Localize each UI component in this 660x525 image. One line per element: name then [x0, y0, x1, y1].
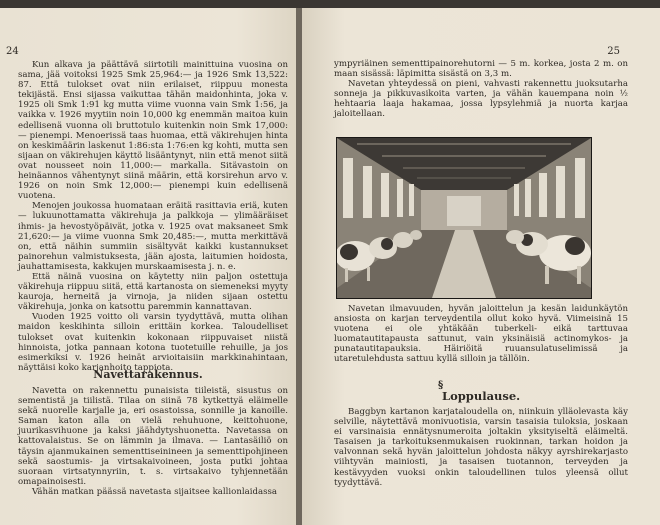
section-heading: Loppulause. — [442, 389, 521, 403]
paragraph: ympyriäinen sementtipainorehutorni — 5 m. korkea, josta 2 m. on maan sisässä: läpimitta sisästä on 3,3 m. — [334, 59, 628, 80]
left-page — [0, 8, 296, 525]
photo-caption-paragraph — [334, 304, 628, 365]
page-number: 24 — [6, 46, 19, 57]
paragraph: Menojen joukossa huomataan eräitä rasittavia eriä, kuten — lukuunottamatta väkirehuja ja palkkoja — ylimääräiset ihmis- ja hevostyöpäivät, jotka v. 1925 ovat maksaneet Smk 21,620:— ja viime vuonna Smk 20,485:—, mutta merkittävä on, että näihin summiin sisältyvät kaikki kustannukset painorehun valmistuksesta, jään ajosta, laitumien hoidosta, jauhattamisesta, kakkujen murskaamisesta j. n. e. — [18, 201, 288, 272]
paragraph: Kun alkava ja päättävä siirtotili mainittuina vuosina on sama, jää voitoksi 1925 Smk 25,964:— ja 1926 Smk 13,522: 87. Että tulokset ovat niin erilaiset, riippuu monesta tekijästä. Ensi sijassa vaikuttaa tähän maidonhinta, joka v. 1925 oli Smk 1:91 kg mutta viime vuonna vain Smk 1:56, ja vaikka v. 1926 myytiin noin 10,000 kg enemmän maitoa kuin edellisenä vuonna oli bruttotulo kuitenkin noin Smk 17,000:— pienempi. Menoerissä taas huomaa, että väkirehujen hinta on keskimäärin laskenut 1:86:sta 1:76:en kg kohti, mutta sen sijaan on väkirehujen käyttö lisääntynyt, niin että menot siitä ovat nousseet noin 11,000:— markalla. Sitävastoin on heinäannos vähentynyt siinä määrin, että korsirehun arvo v. 1926 on noin Smk 12,000:— pienempi kuin edellisenä vuotena. — [18, 60, 288, 202]
paragraph: Baggbyn kartanon karjataloudella on, niinkuin ylläolevasta käy selville, näytettävä monivuotisia, varsin tasaisia tuloksia, joskaan ei varsinaisia ennätysnumeroita joltakin yksityiseltä eläimeltä. Tasaisen ja tarkoituksenmukaisen ruokinnan, tarkan hoidon ja valvonnan sekä hyvän jaloittelun johdosta näkyy ayrshirekarjasto viihtyvän mainiosti, ja tasaisen tuotannon, terveyden ja kestävyyden vuoksi onkin taloudellinen tulos yleensä ollut tyydyttävä. — [334, 407, 628, 488]
page-number: 25 — [607, 46, 620, 57]
section-ornament: § — [438, 380, 444, 391]
section-heading: Navettarakennus. — [93, 368, 203, 381]
right-page — [302, 8, 660, 525]
right-body-text-bottom — [334, 407, 628, 488]
paragraph: Navetan ilmavuuden, hyvän jaloittelun ja kesän laidunkäytön ansiosta on karjan terveydentila ollut koko hyvä. Viimeisinä 15 vuotena ei ole yhtäkään tuberkeli- eikä tarttuvaa luomatautitapausta sattunut, vain yksinäisiä actinomykos- ja punatautitapauksia. Häiriöitä ruuansulatuselimissä ja utaretulehdusta sattuu kyllä silloin ja tällöin. — [334, 304, 628, 365]
left-body-text-bottom — [18, 386, 288, 497]
paragraph: Vähän matkan päässä navetasta sijaitsee kallionlaidassa — [32, 486, 278, 497]
barn-interior-photo — [336, 137, 592, 299]
paragraph: Navetta on rakennettu punaisista tiileistä, sisustus on sementistä ja tiilistä. Tilaa on siinä 78 kytkettyä eläimelle sekä nuorelle karjalle ja, eri osastoissa, sonnille ja kanoille. Saman katon alla on vielä rehuhuone, keittohuone, juurikasvihuone ja kaksi jäähdytyshuonetta. Navetassa on kattovalaistus. Se on lämmin ja ilmava. — Lantasäiliö on täysin ajanmukainen sementtiseinineen ja sementtipohjineen sekä saostumis- ja virtsakaivoineen, josta putki johtaa suoraan virtsatynnyriin, t. s. virtsakaivo tyhjennetään omapainoisesti. — [18, 386, 288, 487]
left-body-text-top — [18, 60, 288, 373]
barn-photo-graphic — [337, 138, 591, 298]
paragraph: Vuoden 1925 voitto oli varsin tyydyttävä, mutta olihan maidon keskihinta silloin erittäin korkea. Taloudelliset tulokset ovat kuitenkin kokonaan riippuvaiset niistä hinnoista, jotka pannaan kotona tuotetuille rehuille, ja jos esimerkiksi v. 1926 heinät arvioitaisiin markkinahintaan, näyttäisi koko karjanhoito tappiota. — [18, 312, 288, 373]
paragraph: Navetan yhteydessä on pieni, vahvasti rakennettu juoksutarha sonneja ja pikkuvasikoita varten, ja vähän kauempana noin ½ hehtaaria laaja hakamaa, jossa lypsylehmiä ja nuorta karjaa jaloitellaan. — [334, 79, 628, 120]
paragraph: Että näinä vuosina on käytetty niin paljon ostettuja väkirehuja riippuu siitä, että kartanosta on siemeneksi myyty kauroja, herneitä ja virnoja, ja niiden sijaan ostettu väkirehuja, jonka on katsottu paremmin kannattavan. — [18, 271, 288, 313]
right-body-text-top — [334, 59, 628, 120]
